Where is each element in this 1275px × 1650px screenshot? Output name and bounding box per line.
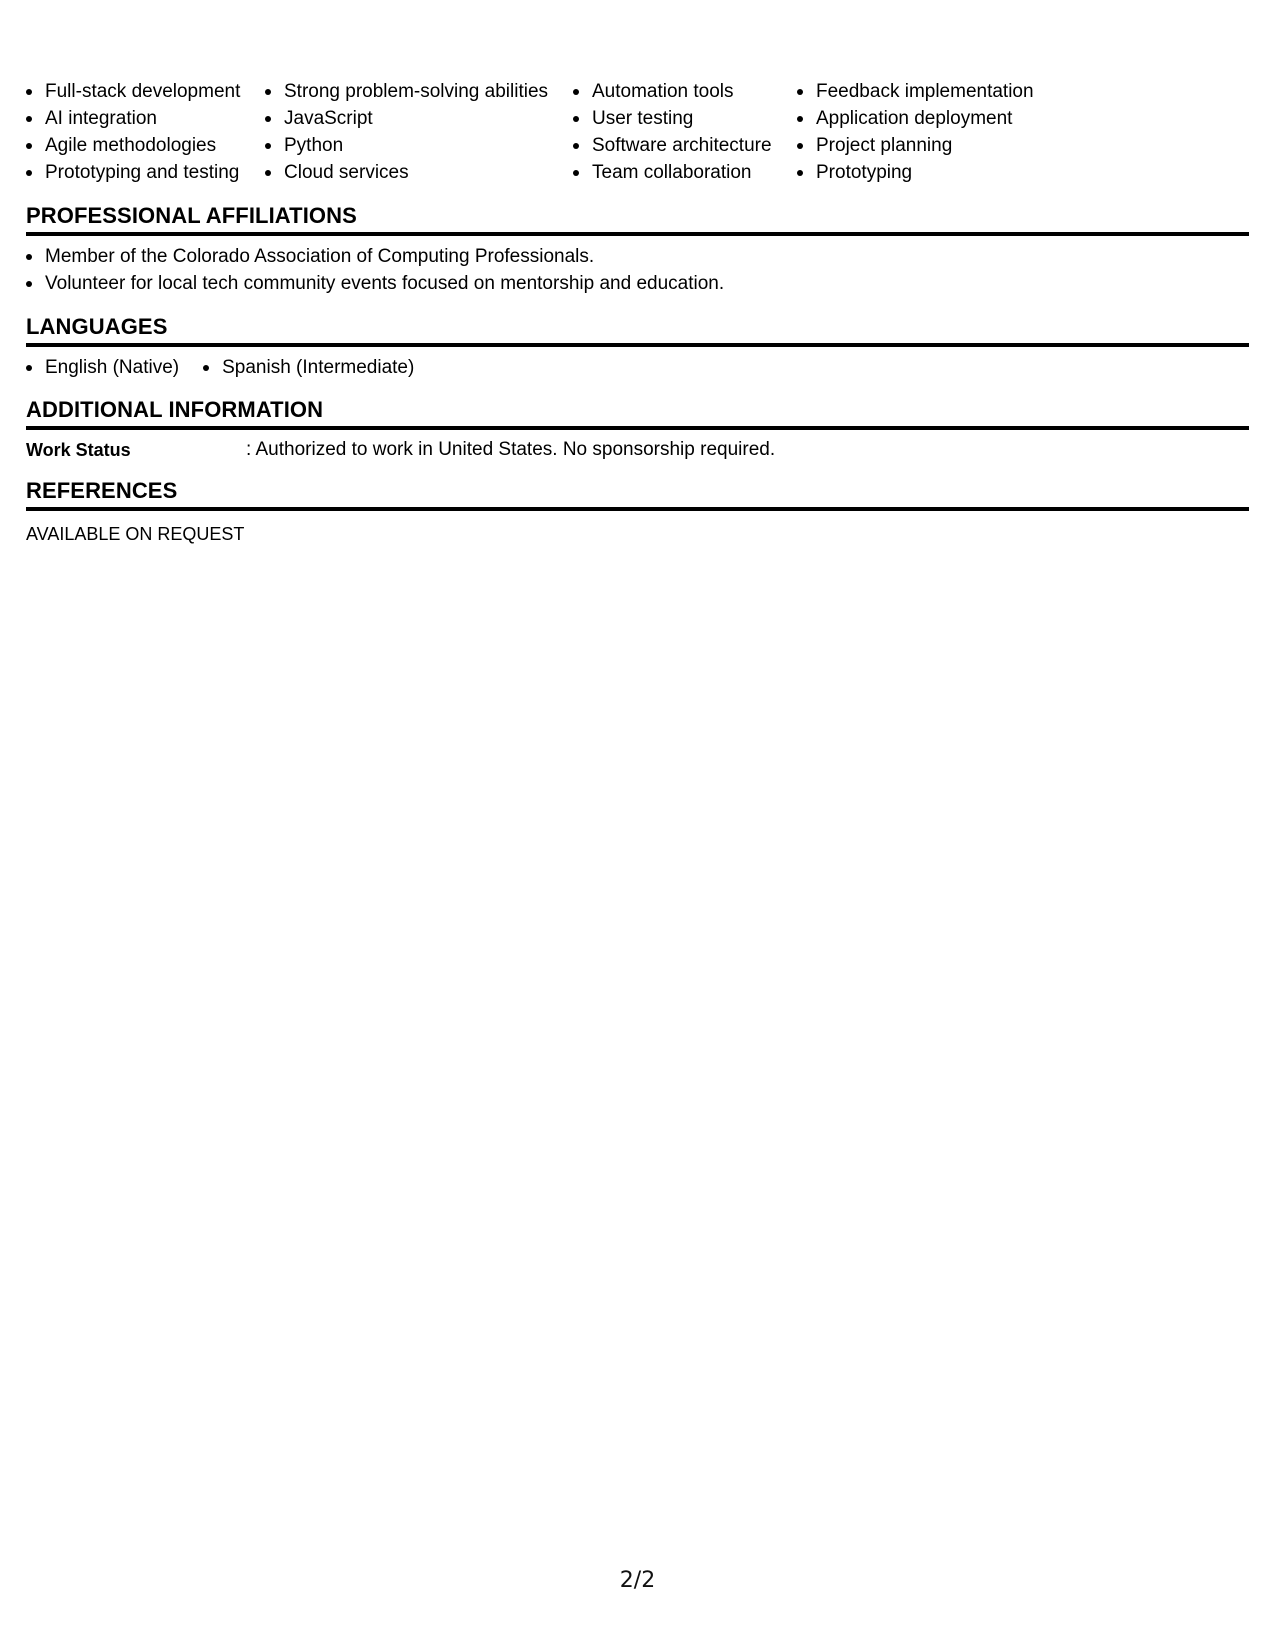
language-item: English (Native) xyxy=(26,354,179,381)
skill-item: Prototyping and testing xyxy=(26,159,265,186)
skills-column-1 xyxy=(26,78,265,186)
affiliations-heading: PROFESSIONAL AFFILIATIONS xyxy=(26,203,1249,236)
page-number: 2/2 xyxy=(619,1568,656,1593)
skill-item: JavaScript xyxy=(265,105,573,132)
skill-item: Python xyxy=(265,132,573,159)
affiliation-item: Member of the Colorado Association of Computing Professionals. xyxy=(26,243,724,270)
skill-item: Cloud services xyxy=(265,159,573,186)
skill-item: Project planning xyxy=(797,132,1057,159)
skill-item: Software architecture xyxy=(573,132,797,159)
skill-item: Feedback implementation xyxy=(797,78,1057,105)
language-item: Spanish (Intermediate) xyxy=(203,354,414,381)
additional-info-heading: ADDITIONAL INFORMATION xyxy=(26,397,1249,430)
languages-heading: LANGUAGES xyxy=(26,314,1249,347)
skills-column-3 xyxy=(573,78,797,186)
affiliation-item: Volunteer for local tech community events focused on mentorship and education. xyxy=(26,270,724,297)
skill-item: AI integration xyxy=(26,105,265,132)
skill-item: Agile methodologies xyxy=(26,132,265,159)
skill-item: Application deployment xyxy=(797,105,1057,132)
work-status-value: : Authorized to work in United States. No sponsorship required. xyxy=(246,439,776,460)
languages-list xyxy=(26,354,438,381)
skill-item: Strong problem-solving abilities xyxy=(265,78,573,105)
skill-item: Automation tools xyxy=(573,78,797,105)
affiliations-list xyxy=(26,243,724,297)
work-status-row xyxy=(26,437,775,463)
skill-item: Full-stack development xyxy=(26,78,265,105)
skills-grid xyxy=(26,78,1057,186)
references-heading: REFERENCES xyxy=(26,478,1249,511)
work-status-label: Work Status xyxy=(26,440,131,460)
skill-item: Prototyping xyxy=(797,159,1057,186)
skills-column-4 xyxy=(797,78,1057,186)
skills-column-2 xyxy=(265,78,573,186)
skill-item: Team collaboration xyxy=(573,159,797,186)
references-text: AVAILABLE ON REQUEST xyxy=(26,524,245,544)
skill-item: User testing xyxy=(573,105,797,132)
